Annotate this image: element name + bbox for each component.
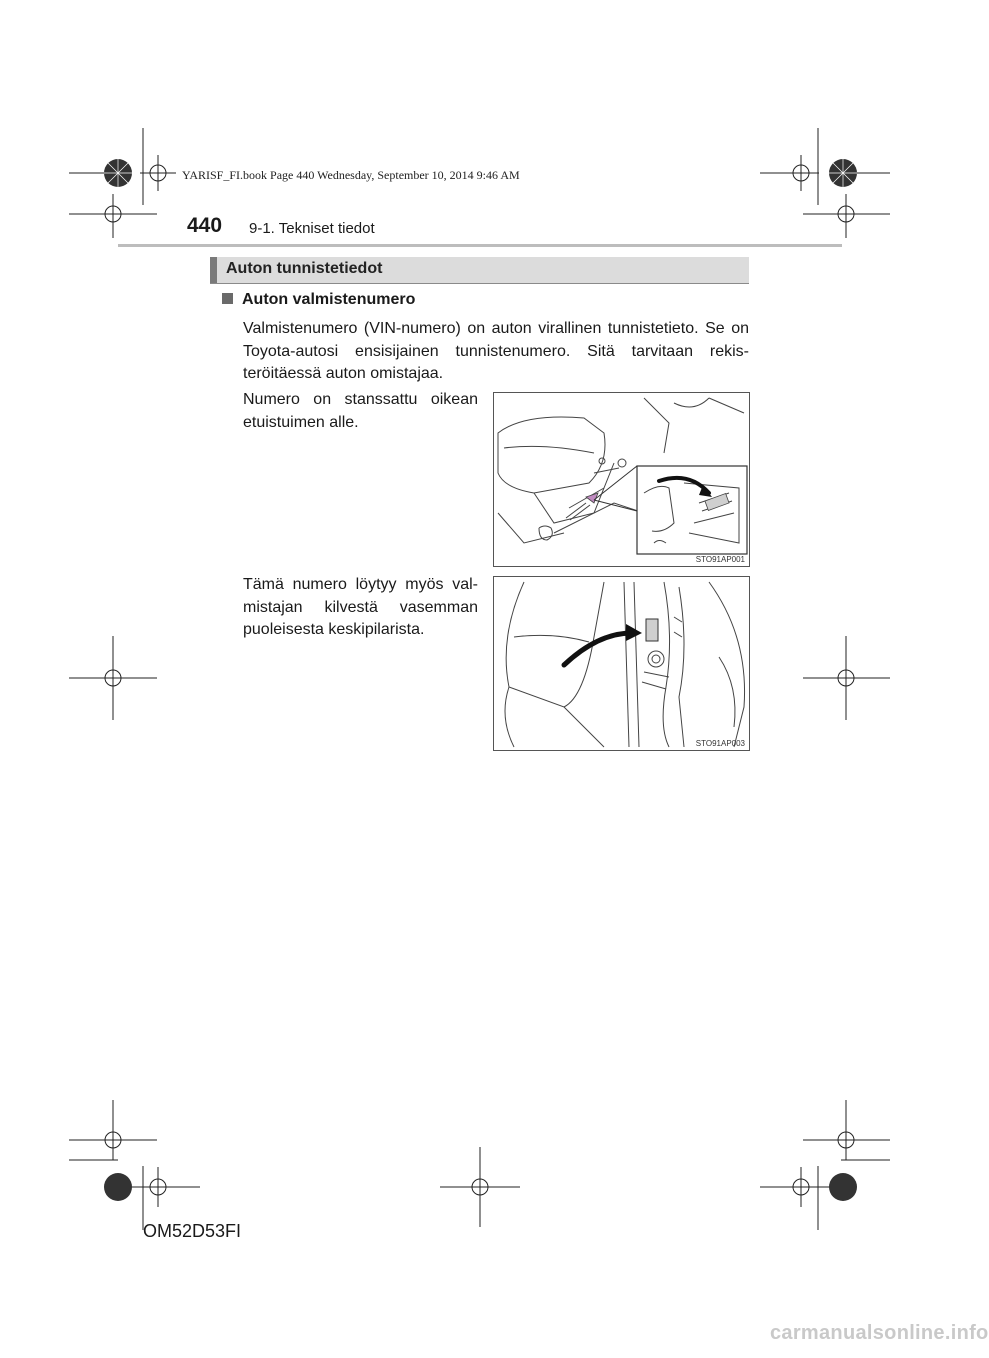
header-rule: [118, 244, 842, 247]
sub-heading-text: Auton valmistenumero: [242, 291, 416, 308]
section-header-accent: [210, 257, 217, 283]
site-watermark: carmanualsonline.info: [770, 1322, 989, 1344]
sub-heading: [222, 291, 415, 309]
figure-code: STO91AP003: [695, 739, 745, 748]
paragraph-pillar-location: Tämä numero löytyy myös valmistajan kilvestä vasemman puoleisesta keskipilarista.: [243, 576, 478, 638]
seat-illustration: [494, 393, 751, 568]
page-number: 440: [187, 214, 223, 237]
square-bullet-icon: [222, 293, 233, 304]
pillar-illustration: [494, 577, 751, 752]
paragraph-vin-description: Valmistenumero (VIN-numero) on auton virallinen tunnistetieto. Se on Toyota-autosi ensisijainen tunnistenumero. Sitä tarvitaan rekisteröitäessä auton omistajaa.: [243, 320, 749, 382]
figure-under-seat: [493, 392, 750, 567]
figure-center-pillar: [493, 576, 750, 751]
figure-code: STO91AP001: [695, 555, 745, 564]
chapter-title: 9-1. Tekniset tiedot: [249, 220, 375, 237]
paragraph-seat-location: Numero on stanssattu oikean etuistuimen alle.: [243, 391, 478, 431]
document-code: OM52D53FI: [143, 1221, 242, 1241]
section-title: Auton tunnistetiedot: [226, 260, 383, 277]
book-info: YARISF_FI.book Page 440 Wednesday, September 10, 2014 9:46 AM: [182, 168, 520, 182]
section-header: [210, 257, 749, 284]
